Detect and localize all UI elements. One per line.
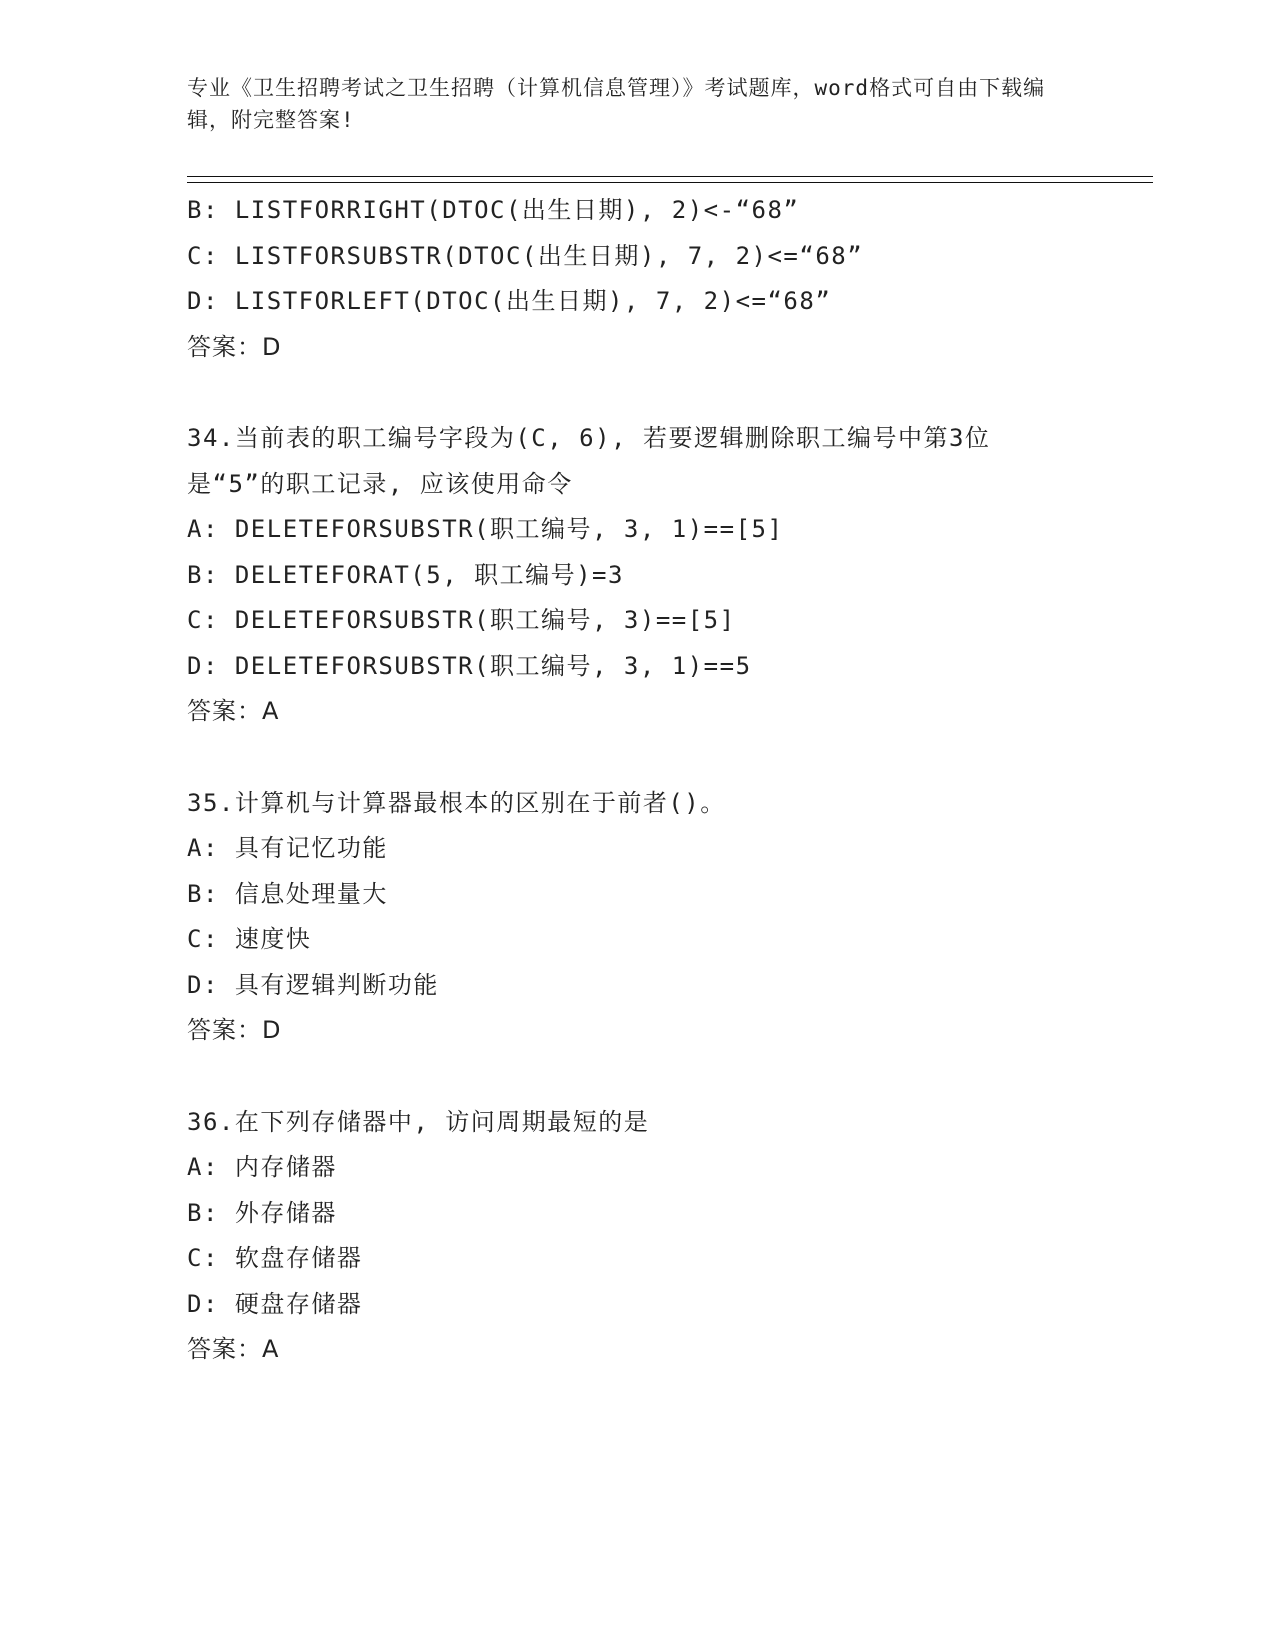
header-divider-bottom <box>187 182 1153 183</box>
answer: 答案：D <box>187 1016 282 1044</box>
option-d: D: 具有逻辑判断功能 <box>187 970 439 999</box>
spacer <box>187 370 1087 416</box>
prev-question-block <box>187 188 1087 370</box>
answer: 答案：A <box>187 1335 280 1363</box>
option-a: A: DELETEFORSUBSTR(职工编号, 3, 1)==[5] <box>187 515 784 543</box>
answer: 答案：A <box>187 697 280 725</box>
option-d: D: LISTFORLEFT(DTOC(出生日期), 7, 2)<=“68” <box>187 287 832 315</box>
question-34-block <box>187 416 1087 735</box>
spacer <box>187 1054 1087 1100</box>
question-text: 34.当前表的职工编号字段为(C, 6), 若要逻辑删除职工编号中第3位是“5”的职工记录, 应该使用命令 <box>187 424 991 498</box>
question-text: 35.计算机与计算器最根本的区别在于前者()。 <box>187 788 726 817</box>
option-c: C: DELETEFORSUBSTR(职工编号, 3)==[5] <box>187 606 736 634</box>
option-d: D: DELETEFORSUBSTR(职工编号, 3, 1)==5 <box>187 651 752 680</box>
option-b: B: 外存储器 <box>187 1198 337 1227</box>
answer: 答案：D <box>187 332 282 361</box>
option-b: B: LISTFORRIGHT(DTOC(出生日期), 2)<-“68” <box>187 196 800 224</box>
question-36-block <box>187 1100 1087 1373</box>
option-b: B: 信息处理量大 <box>187 879 388 908</box>
spacer <box>187 735 1087 781</box>
document-body <box>187 188 1087 1373</box>
option-a: A: 内存储器 <box>187 1153 337 1181</box>
question-text: 36.在下列存储器中, 访问周期最短的是 <box>187 1107 650 1136</box>
header-divider-top <box>187 176 1153 177</box>
option-c: C: 速度快 <box>187 925 312 953</box>
option-c: C: 软盘存储器 <box>187 1244 363 1272</box>
option-d: D: 硬盘存储器 <box>187 1289 363 1318</box>
question-35-block <box>187 781 1087 1054</box>
option-c: C: LISTFORSUBSTR(DTOC(出生日期), 7, 2)<=“68” <box>187 241 864 270</box>
option-b: B: DELETEFORAT(5, 职工编号)=3 <box>187 560 624 589</box>
option-a: A: 具有记忆功能 <box>187 834 388 862</box>
page-header: 专业《卫生招聘考试之卫生招聘（计算机信息管理）》考试题库，word格式可自由下载编辑，附完整答案! <box>187 76 1046 132</box>
